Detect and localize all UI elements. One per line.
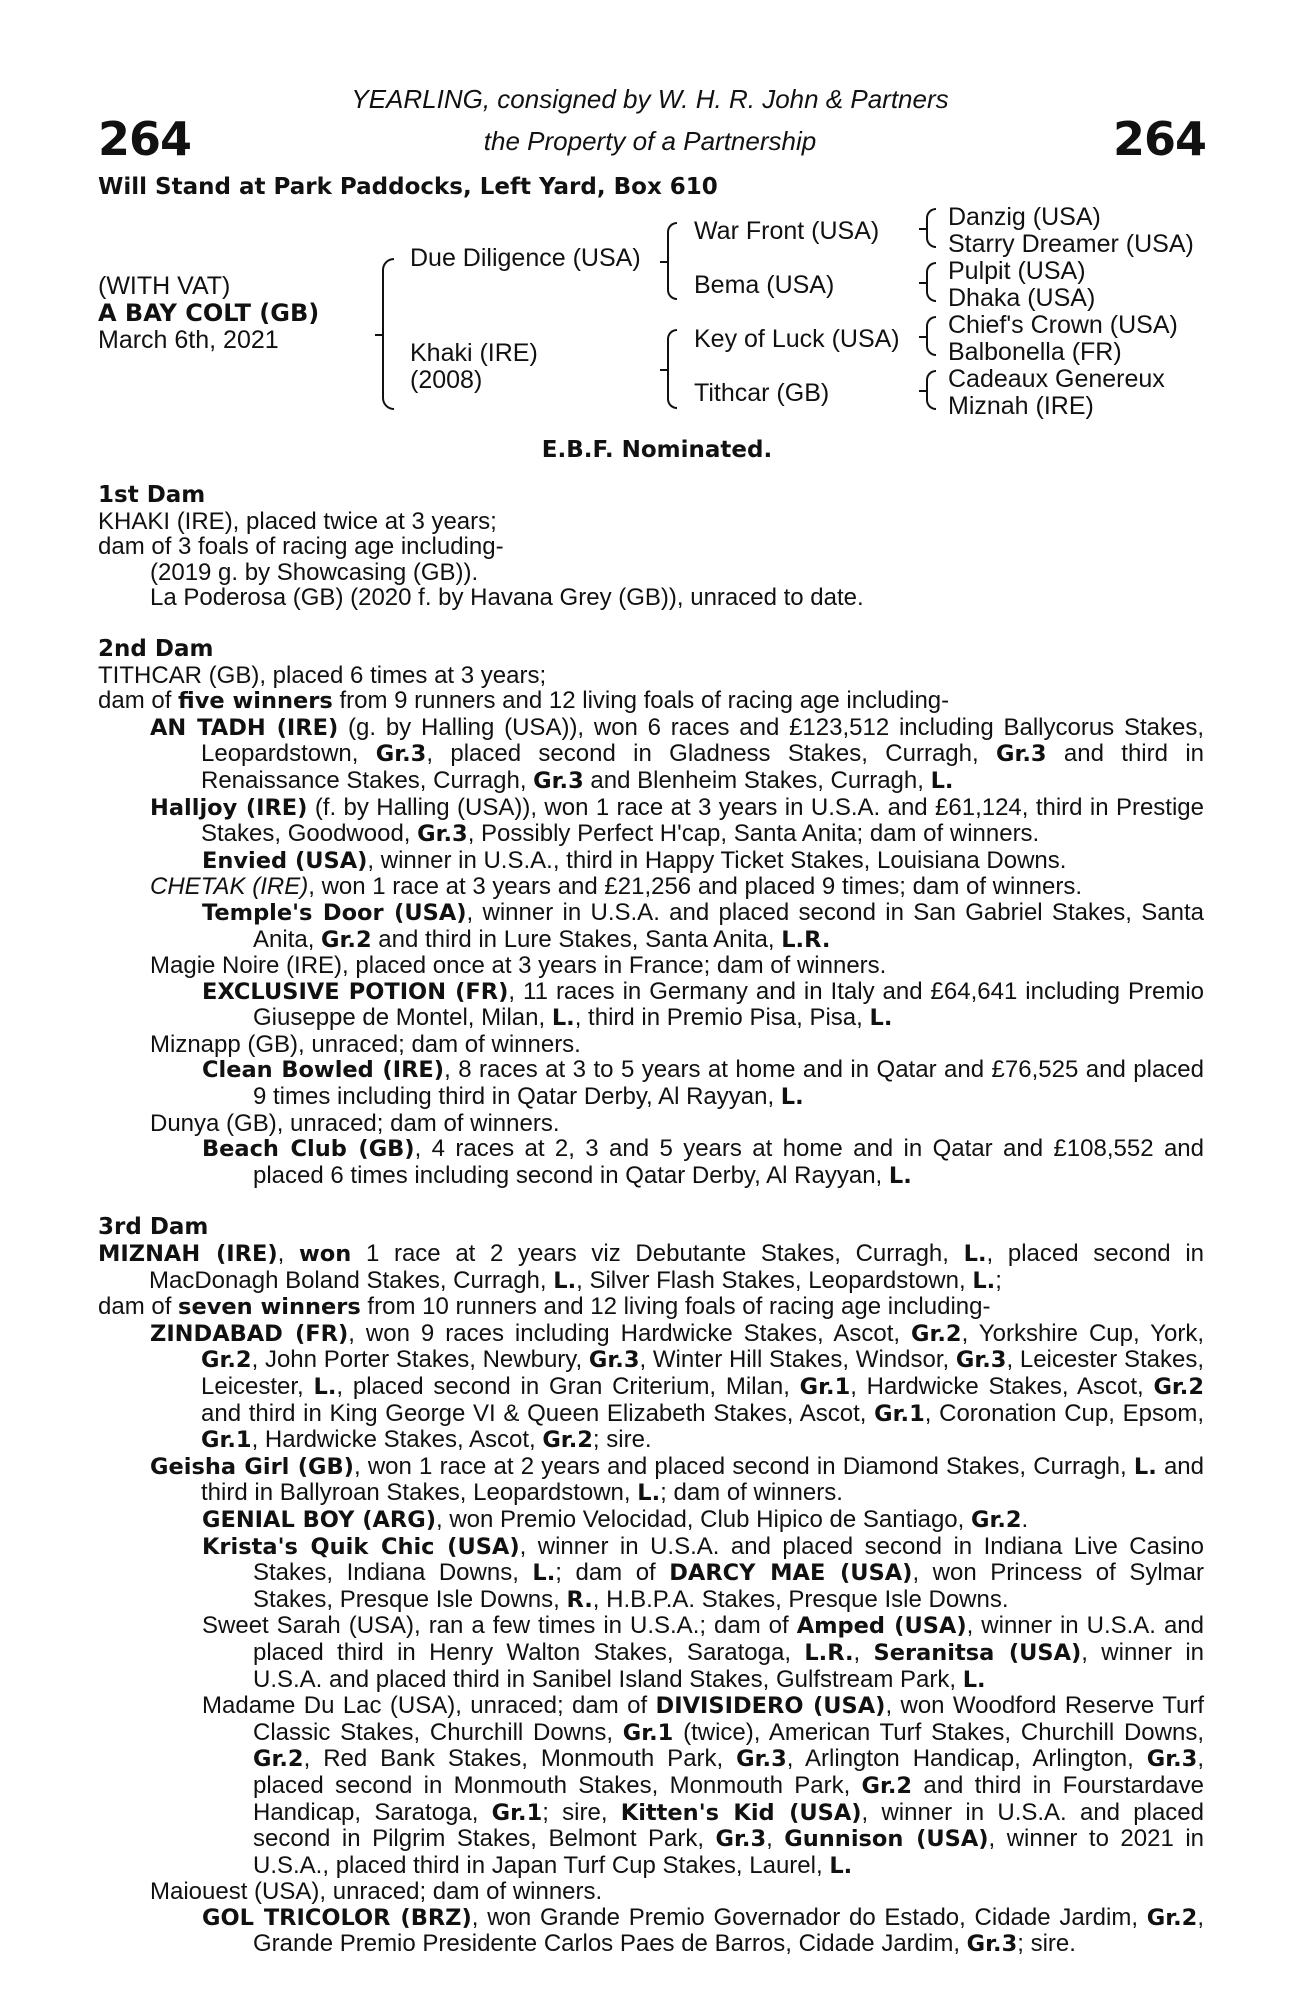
entry-genial-boy: GENIAL BOY (ARG), won Premio Velocidad, Club Hipico de Santiago, Gr.2.: [202, 1505, 1029, 1533]
dam-dam: Tithcar (GB): [694, 379, 830, 407]
horse-name: A BAY COLT (GB): [98, 299, 320, 327]
ebf-nomination: E.B.F. Nominated.: [541, 437, 773, 463]
second-dam-line: TITHCAR (GB), placed 6 times at 3 years;: [98, 661, 547, 689]
sire-sire: War Front (USA): [694, 217, 880, 245]
granddam-3: Balbonella (FR): [948, 338, 1122, 366]
brace-g3: [926, 316, 936, 356]
property-line: the Property of a Partnership: [483, 126, 817, 156]
grandsire-1: Danzig (USA): [948, 203, 1101, 231]
grandsire-4: Cadeaux Genereux: [948, 365, 1165, 393]
entry-beach-club: Beach Club (GB), 4 races at 2, 3 and 5 years at home and in Qatar and £108,552 and placed 6 times including second in Qatar Derby, Al Rayyan, L.: [202, 1135, 1204, 1189]
entry-kristas-quik-chic: Krista's Quik Chic (USA), winner in U.S.A. and placed second in Indiana Live Casino Stakes, Indiana Downs, L.; dam of DARCY MAE (USA), won Princess of Sylmar Stakes, Presque Isle Downs, R., H.B.P.A. Stakes, Presque Isle Downs.: [202, 1532, 1205, 1613]
dam-sire: Key of Luck (USA): [694, 325, 900, 353]
entry-envied: Envied (USA), winner in U.S.A., third in Happy Ticket Stakes, Louisiana Downs.: [202, 846, 1067, 874]
brace-g4: [926, 370, 936, 410]
entry-madame-du-lac: Madame Du Lac (USA), unraced; dam of DIVISIDERO (USA), won Woodford Reserve Turf Classic Stakes, Churchill Downs, Gr.1 (twice), American Turf Stakes, Churchill Downs, Gr.2, Red Bank Stakes, Monmouth Park, Gr.3, Arlington Handicap, Arlington, Gr.3, placed second in Monmouth Stakes, Monmouth Park, Gr.2 and third in Fourstardave Handicap, Saratoga, Gr.1; sire, Kitten's Kid (USA), winner in U.S.A. and placed second in Pilgrim Stakes, Belmont Park, Gr.3, Gunnison (USA), winner to 2021 in U.S.A., placed third in Japan Turf Cup Stakes, Laurel, L.: [202, 1692, 1205, 1879]
sire-dam: Bema (USA): [694, 271, 835, 299]
dam-year: (2008): [410, 366, 483, 394]
first-dam-produce-line: dam of 3 foals of racing age including-: [98, 533, 504, 561]
entry-maiouest: Maiouest (USA), unraced; dam of winners.: [150, 1878, 603, 1906]
first-dam-line: KHAKI (IRE), placed twice at 3 years;: [98, 507, 497, 535]
first-dam-heading: 1st Dam: [98, 482, 206, 508]
entry-sweet-sarah: Sweet Sarah (USA), ran a few times in U.S.A.; dam of Amped (USA), winner in U.S.A. and placed third in Henry Walton Stakes, Saratoga, L.R., Seranitsa (USA), winner in U.S.A. and placed third in Sanibel Island Stakes, Gulfstream Park, L.: [202, 1612, 1205, 1693]
vat-note: (WITH VAT): [98, 272, 231, 300]
brace-g2: [926, 262, 936, 302]
grandsire-2: Pulpit (USA): [948, 257, 1086, 285]
brace-sire: [667, 222, 677, 300]
produce-2019: (2019 g. by Showcasing (GB)).: [150, 558, 479, 586]
entry-geisha-girl: Geisha Girl (GB), won 1 race at 2 years and placed second in Diamond Stakes, Curragh, L. and third in Ballyroan Stakes, Leopardstown, L.; dam of winners.: [150, 1452, 1204, 1507]
granddam-2: Dhaka (USA): [948, 284, 1096, 312]
foaling-date: March 6th, 2021: [98, 326, 279, 354]
brace-main: [382, 258, 394, 410]
grandsire-3: Chief's Crown (USA): [948, 311, 1178, 339]
lot-number-right: 264: [1112, 112, 1206, 166]
brace-dam: [667, 329, 677, 409]
brace-g1: [926, 208, 936, 248]
third-dam-line: MIZNAH (IRE), won 1 race at 2 years viz Debutante Stakes, Curragh, L., placed second in MacDonagh Boland Stakes, Curragh, L., Silver Flash Stakes, Leopardstown, L.;: [98, 1240, 1205, 1294]
entry-zindabad: ZINDABAD (FR), won 9 races including Hardwicke Stakes, Ascot, Gr.2, Yorkshire Cup, York, Gr.2, John Porter Stakes, Newbury, Gr.3, Winter Hill Stakes, Windsor, Gr.3, Leicester Stakes, Leicester, L., placed second in Gran Criterium, Milan, Gr.1, Hardwicke Stakes, Ascot, Gr.2 and third in King George VI & Queen Elizabeth Stakes, Ascot, Gr.1, Coronation Cup, Epsom, Gr.1, Hardwicke Stakes, Ascot, Gr.2; sire.: [150, 1319, 1205, 1454]
produce-2020: La Poderosa (GB) (2020 f. by Havana Grey (GB)), unraced to date.: [150, 584, 864, 612]
entry-temples-door: Temple's Door (USA), winner in U.S.A. and placed second in San Gabriel Stakes, Santa Anita, Gr.2 and third in Lure Stakes, Santa Anita, L.R.: [202, 898, 1205, 953]
sire: Due Diligence (USA): [410, 244, 641, 272]
lot-number-left: 264: [98, 112, 192, 166]
entry-chetak: CHETAK (IRE), won 1 race at 3 years and £21,256 and placed 9 times; dam of winners.: [150, 873, 1083, 901]
dam: Khaki (IRE): [410, 339, 538, 367]
granddam-4: Miznah (IRE): [948, 392, 1094, 420]
entry-miznapp: Miznapp (GB), unraced; dam of winners.: [150, 1030, 581, 1058]
entry-exclusive-potion: EXCLUSIVE POTION (FR), 11 races in Germany and in Italy and £64,641 including Premio Giuseppe de Montel, Milan, L., third in Premio Pisa, Pisa, L.: [202, 977, 1204, 1032]
third-dam-heading: 3rd Dam: [98, 1214, 209, 1241]
entry-an-tadh: AN TADH (IRE) (g. by Halling (USA)), won 6 races and £123,512 including Ballycorus Stakes, Leopardstown, Gr.3, placed second in Gladness Stakes, Curragh, Gr.3 and third in Renaissance Stakes, Curragh, Gr.3 and Blenheim Stakes, Curragh, L.: [150, 713, 1204, 794]
entry-clean-bowled: Clean Bowled (IRE), 8 races at 3 to 5 years at home and in Qatar and £76,525 and placed 9 times including third in Qatar Derby, Al Rayyan, L.: [202, 1056, 1204, 1111]
produce-record: [98, 483, 1204, 1958]
entry-halljoy: Halljoy (IRE) (f. by Halling (USA)), won 1 race at 3 years in U.S.A. and £61,124, third in Prestige Stakes, Goodwood, Gr.3, Possibly Perfect H'cap, Santa Anita; dam of winners.: [150, 793, 1204, 848]
second-dam-heading: 2nd Dam: [98, 635, 214, 662]
entry-magie-noire: Magie Noire (IRE), placed once at 3 years in France; dam of winners.: [150, 952, 887, 980]
third-dam-produce-line: dam of seven winners from 10 runners and 12 living foals of racing age including-: [98, 1293, 991, 1321]
second-dam-produce-line: dam of five winners from 9 runners and 12 living foals of racing age including-: [98, 687, 950, 715]
granddam-1: Starry Dreamer (USA): [948, 230, 1194, 258]
entry-gol-tricolor: GOL TRICOLOR (BRZ), won Grande Premio Governador do Estado, Cidade Jardim, Gr.2, Grande Premio Presidente Carlos Paes de Barros, Cidade Jardim, Gr.3; sire.: [202, 1903, 1204, 1958]
consignor-line: YEARLING, consigned by W. H. R. John & Partners: [351, 84, 949, 114]
stand-location: Will Stand at Park Paddocks, Left Yard, Box 610: [98, 174, 718, 200]
entry-dunya: Dunya (GB), unraced; dam of winners.: [150, 1109, 560, 1137]
